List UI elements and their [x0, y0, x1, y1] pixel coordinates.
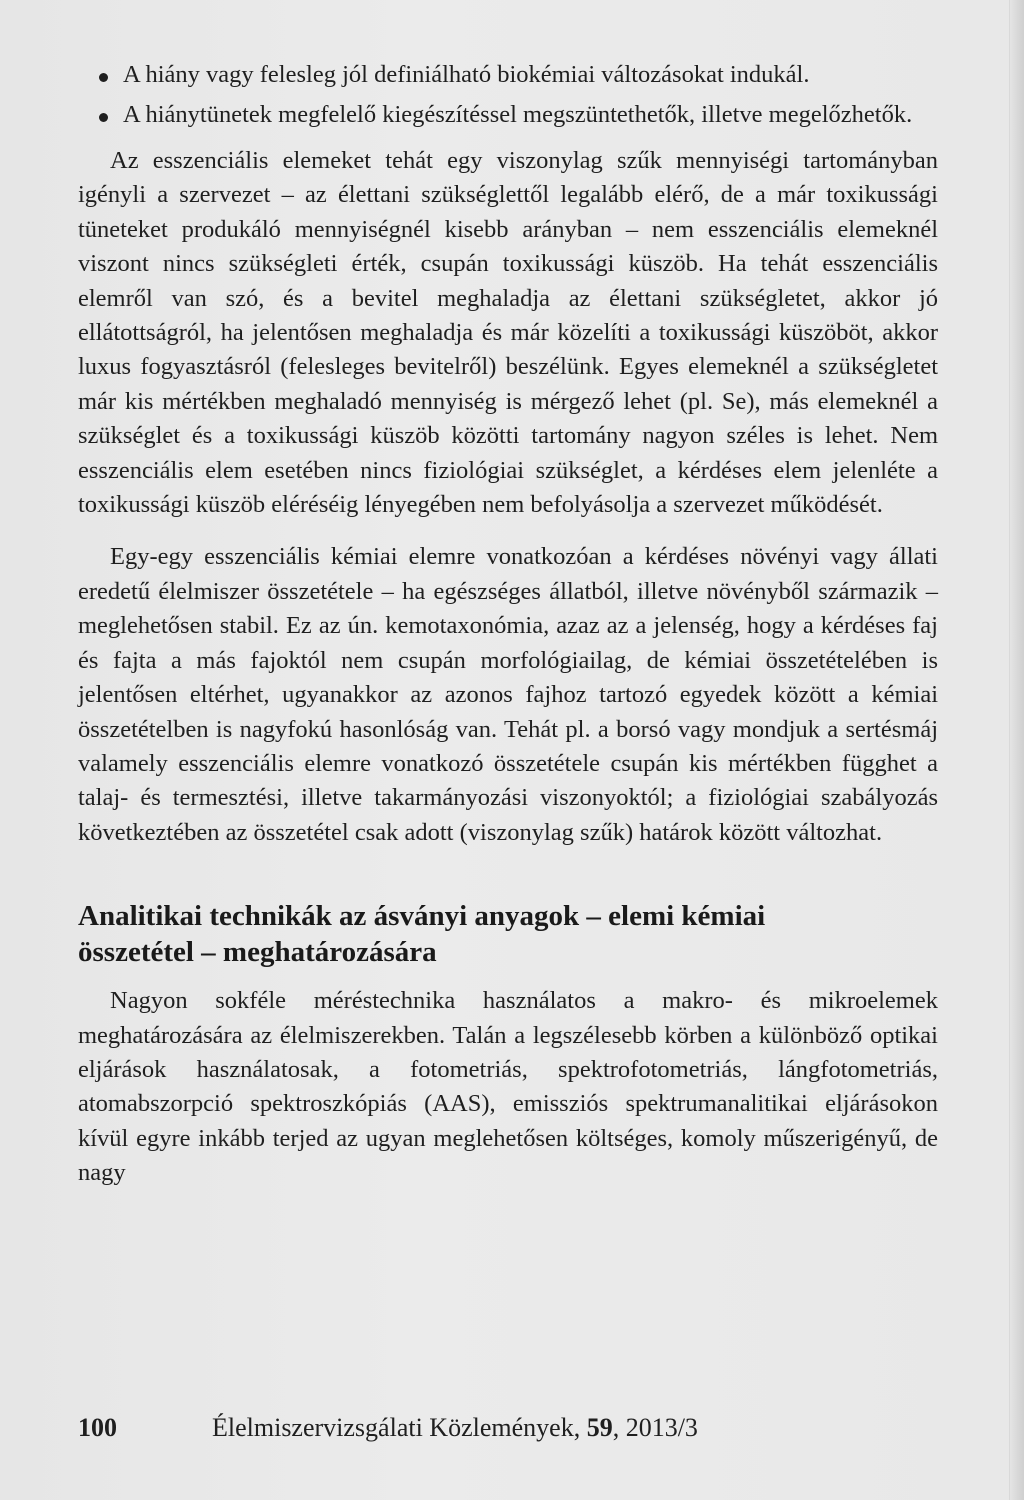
section-paragraph: Nagyon sokféle méréstechnika használatos a makro- és mikroelemek meghatározására az élelmiszerekben. Talán a legszélesebb körben a különböző optikai eljárások használatosak, a fotometriás, spektrofotometriás, lángfotometriás, atomabszorpció spektroszkópiás (AAS), emissziós spektrumanalitikai eljárásokon kívül egyre inkább terjed az ugyan meglehetősen költséges, komoly műszerigényű, de nagy [78, 987, 938, 1187]
body-paragraph: Egy-egy esszenciális kémiai elemre vonatkozóan a kérdéses növényi vagy állati eredetű élelmiszer összetétele – ha egészséges állatból, illetve növényből származik – meglehetősen stabil. Ez az ún. kemotaxonómia, azaz az a jelenség, hogy a kérdéses faj és fajta a más fajoktól nem csupán morfológiailag, de kémiai összetételében is jelentősen eltérhet, ugyanakkor az azonos fajhoz tartozó egyedek között a kémiai összetételben is nagyfokú hasonlóság van. Tehát pl. a borsó vagy mondjuk a sertésmáj valamely esszenciális elemre vonatkozó összetétele csupán kis mértékben függhet a talaj- és termesztési, illetve takarmányozási viszonyoktól; a fiziológiai szabályozás következtében az összetétel csak adott (viszonylag szűk) határok között változhat. [78, 543, 938, 846]
journal-issue: , 2013/3 [612, 1413, 698, 1442]
page-edge [1009, 0, 1024, 1500]
page-content [78, 58, 938, 1191]
bullet-text: A hiány vagy felesleg jól definiálható biokémiai változásokat indukál. [123, 61, 810, 88]
section-heading-line: Analitikai technikák az ásványi anyagok – elemi kémiai [78, 900, 766, 933]
bullet-text: A hiánytünetek megfelelő kiegészítéssel megszüntethetők, illetve megelőzhetők. [123, 101, 913, 128]
bullet-icon [99, 73, 108, 82]
section-heading [78, 898, 938, 970]
page-number: 100 [78, 1413, 117, 1442]
page-footer [78, 1412, 698, 1444]
bullet-list [78, 58, 938, 132]
bullet-item [78, 98, 938, 132]
journal-title: Élelmiszervizsgálati Közlemények, [212, 1413, 587, 1442]
body-paragraph: Az esszenciális elemeket tehát egy viszonylag szűk mennyiségi tartományban igényli a szervezet – az élettani szükséglettől legalább elérő, de a már toxikussági tüneteket produkáló mennyiségnél kisebb arányban – nem esszenciális elemeknél viszont nincs szükségleti érték, csupán toxikussági küszöb. Ha tehát esszenciális elemről van szó, és a bevitel meghaladja az élettani szükségletet, akkor jó ellátottságról, ha jelentősen meghaladja és már közelíti a toxikussági küszöböt, akkor luxus fogyasztásról (felesleges bevitelről) beszélünk. Egyes elemeknél a szükségletet már kis mértékben meghaladó mennyiség is mérgező lehet (pl. Se), más elemeknél a szükséglet és a toxikussági küszöb közötti tartomány nagyon széles is lehet. Nem esszenciális elem esetében nincs fiziológiai szükséglet, a kérdéses elem jelenléte a toxikussági küszöb eléréséig lényegében nem befolyásolja a szervezet működését. [78, 147, 938, 519]
bullet-item [78, 58, 938, 92]
bullet-icon [99, 113, 108, 122]
section-heading-line: összetétel – meghatározására [78, 936, 437, 969]
journal-volume: 59 [586, 1413, 613, 1442]
